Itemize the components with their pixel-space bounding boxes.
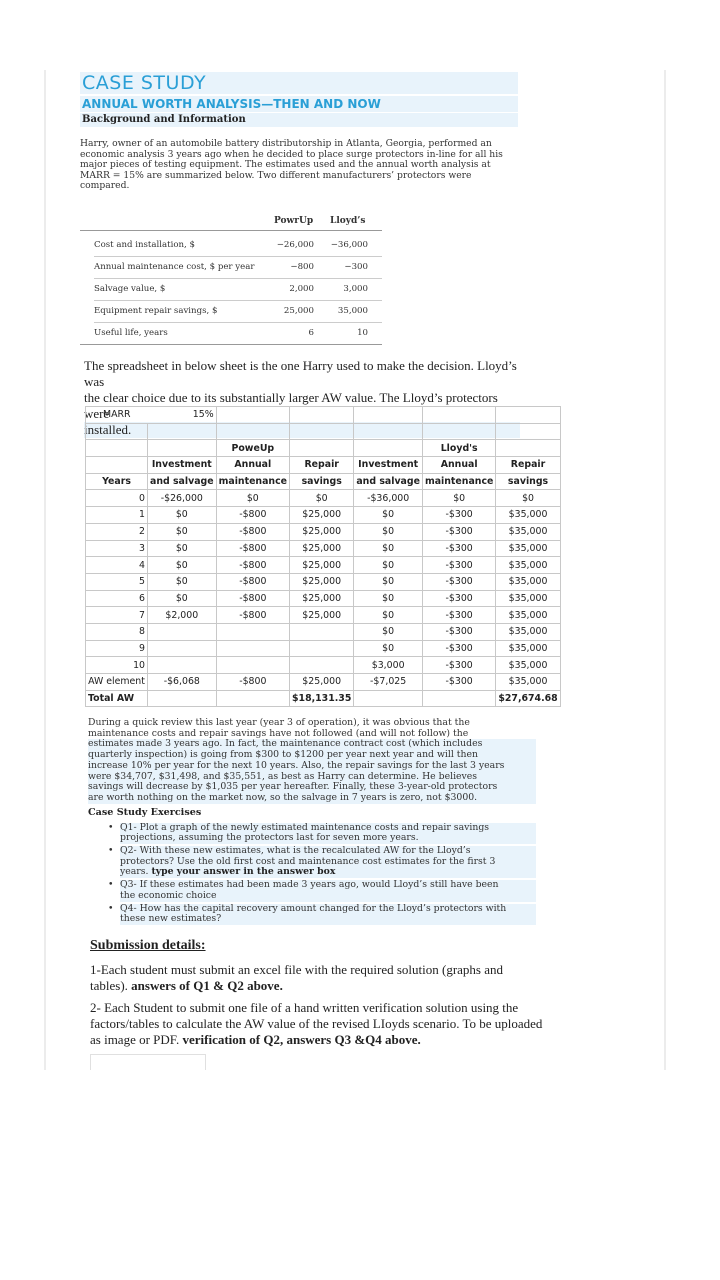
aw-cell: $35,000: [496, 674, 560, 691]
year-cell: 4: [86, 557, 148, 574]
group-header-row: [86, 440, 561, 457]
case-study-header: [80, 72, 518, 192]
estimates-label: Annual maintenance cost, $ per year: [94, 262, 255, 272]
header-row-1: [86, 457, 561, 474]
value-cell: -$800: [216, 507, 289, 524]
group-header-powrup: PoweUp: [216, 440, 289, 457]
value-cell: $3,000: [354, 657, 423, 674]
value-cell: $35,000: [496, 507, 560, 524]
value-cell: $0: [354, 523, 423, 540]
value-cell: -$300: [422, 607, 495, 624]
year-cell: 10: [86, 657, 148, 674]
marr-row: [86, 407, 561, 424]
value-cell: $25,000: [290, 590, 354, 607]
estimates-bottom-rule: [80, 344, 382, 345]
exercise-line: these new estimates?: [120, 914, 536, 925]
submission-line: [90, 1032, 550, 1048]
value-cell: $35,000: [496, 657, 560, 674]
value-cell: $0: [354, 607, 423, 624]
value-cell: $35,000: [496, 590, 560, 607]
year-row: [86, 623, 561, 640]
page-edge-left: [44, 70, 46, 1070]
value-cell: -$800: [216, 607, 289, 624]
year-row: [86, 507, 561, 524]
value-cell: -$300: [422, 557, 495, 574]
value-cell: $0: [354, 573, 423, 590]
estimates-header-powrup: PowrUp: [274, 216, 314, 226]
estimates-powrup-value: 2,000: [289, 284, 314, 294]
value-cell: $25,000: [290, 523, 354, 540]
value-cell: $2,000: [148, 607, 217, 624]
year-row: [86, 523, 561, 540]
value-cell: $0: [290, 490, 354, 507]
year-cell: 8: [86, 623, 148, 640]
header-repair: Repair: [290, 457, 354, 474]
bullet-icon: •: [108, 879, 114, 891]
value-cell: -$300: [422, 540, 495, 557]
estimates-row: [80, 257, 382, 279]
estimates-row: [80, 279, 382, 301]
value-cell: [216, 623, 289, 640]
header-annual: Annual: [422, 457, 495, 474]
value-cell: -$300: [422, 507, 495, 524]
header-investment: Investment: [148, 457, 217, 474]
value-cell: [216, 657, 289, 674]
submission-line: 2- Each Student to submit one file of a hand written verification solution using the: [90, 1000, 519, 1015]
value-cell: $35,000: [496, 573, 560, 590]
review-paragraph: [88, 718, 536, 804]
value-cell: -$300: [422, 623, 495, 640]
exercise-emphasis: type your answer in the answer box: [151, 866, 336, 878]
value-cell: [148, 623, 217, 640]
year-row: [86, 557, 561, 574]
exercises-list: [88, 823, 536, 925]
aw-cell: $25,000: [290, 674, 354, 691]
page-edge-right: [664, 70, 666, 1070]
estimates-row: [80, 235, 382, 257]
year-row: [86, 573, 561, 590]
marr-label: MARR: [86, 407, 148, 424]
value-cell: -$800: [216, 557, 289, 574]
value-cell: [290, 623, 354, 640]
estimates-powrup-value: −800: [290, 262, 314, 272]
total-aw-row: [86, 690, 561, 707]
value-cell: -$300: [422, 590, 495, 607]
review-section: [88, 718, 536, 927]
value-cell: $0: [216, 490, 289, 507]
case-study-subtitle: ANNUAL WORTH ANALYSIS—THEN AND NOW: [80, 96, 518, 112]
aw-cell: -$7,025: [354, 674, 423, 691]
estimates-lloyds-value: 3,000: [343, 284, 368, 294]
submission-line: [90, 978, 550, 994]
estimates-label: Cost and installation, $: [94, 240, 195, 250]
bullet-icon: •: [108, 821, 114, 833]
header-maintenance: maintenance: [422, 473, 495, 490]
header-maintenance: maintenance: [216, 473, 289, 490]
value-cell: $0: [148, 590, 217, 607]
value-cell: -$800: [216, 523, 289, 540]
spreadsheet-intro-line: the clear choice due to its substantially larger AW value. The Lloyd’s protectors were: [84, 390, 498, 421]
header-years: Years: [86, 473, 148, 490]
value-cell: -$300: [422, 657, 495, 674]
value-cell: $0: [148, 540, 217, 557]
total-aw-powrup: $18,131.35: [290, 690, 354, 707]
year-row: [86, 590, 561, 607]
aw-cell: -$300: [422, 674, 495, 691]
value-cell: $0: [148, 507, 217, 524]
submission-text: as image or PDF.: [90, 1032, 183, 1047]
header-savings: savings: [290, 473, 354, 490]
estimates-row: [80, 323, 382, 345]
year-cell: 3: [86, 540, 148, 557]
submission-line: factors/tables to calculate the AW value of the revised LIoyds scenario. To be uploaded: [90, 1016, 543, 1031]
value-cell: $35,000: [496, 523, 560, 540]
year-row: [86, 490, 561, 507]
submission-point-1: [90, 962, 550, 994]
header-row-2: [86, 473, 561, 490]
exercise-line: Q3- If these estimates had been made 3 years ago, would Lloyd’s still have been: [120, 880, 536, 891]
value-cell: $0: [354, 640, 423, 657]
aw-cell: -$800: [216, 674, 289, 691]
value-cell: $25,000: [290, 557, 354, 574]
value-cell: $0: [148, 523, 217, 540]
case-study-title: CASE STUDY: [80, 72, 518, 94]
value-cell: $35,000: [496, 607, 560, 624]
estimates-header-lloyds: Lloyd’s: [330, 216, 366, 226]
value-cell: -$300: [422, 640, 495, 657]
estimates-lloyds-value: 35,000: [337, 306, 368, 316]
value-cell: -$26,000: [148, 490, 217, 507]
exercise-line: [120, 867, 536, 878]
exercise-text: years.: [120, 866, 152, 878]
exercise-line: the economic choice: [120, 891, 536, 902]
aw-element-label: AW element: [86, 674, 148, 691]
total-aw-label: Total AW: [86, 690, 148, 707]
year-cell: 5: [86, 573, 148, 590]
value-cell: [148, 657, 217, 674]
group-header-lloyds: Lloyd's: [422, 440, 495, 457]
header-annual: Annual: [216, 457, 289, 474]
answer-box[interactable]: [90, 1054, 206, 1070]
value-cell: $35,000: [496, 540, 560, 557]
spreadsheet-intro-line: installed.: [84, 422, 520, 438]
review-line: maintenance costs and repair savings have not followed (and will not follow) the: [88, 727, 469, 739]
exercise-item: [88, 846, 536, 878]
value-cell: $0: [354, 557, 423, 574]
value-cell: -$800: [216, 573, 289, 590]
value-cell: $0: [422, 490, 495, 507]
review-line: During a quick review this last year (year 3 of operation), it was obvious that the: [88, 717, 470, 728]
review-line: quarterly inspection) is going from $300 to $1200 per year next year and will then: [88, 750, 536, 761]
value-cell: $0: [354, 507, 423, 524]
estimates-lloyds-value: −300: [344, 262, 368, 272]
value-cell: $25,000: [290, 507, 354, 524]
header-and-salvage: and salvage: [148, 473, 217, 490]
aw-element-row: [86, 674, 561, 691]
value-cell: $0: [496, 490, 560, 507]
exercise-line: Q2- With these new estimates, what is the recalculated AW for the Lloyd’s: [120, 846, 536, 857]
submission-section: [56, 930, 664, 1070]
exercise-item: [88, 823, 536, 844]
estimates-label: Equipment repair savings, $: [94, 306, 218, 316]
total-aw-lloyds: $27,674.68: [496, 690, 560, 707]
aw-cell: -$6,068: [148, 674, 217, 691]
submission-title: Submission details:: [90, 938, 206, 953]
value-cell: $35,000: [496, 640, 560, 657]
bullet-icon: •: [108, 845, 114, 857]
estimates-lloyds-value: −36,000: [330, 240, 368, 250]
year-cell: 6: [86, 590, 148, 607]
header-savings: savings: [496, 473, 560, 490]
aw-spreadsheet: [85, 406, 561, 707]
estimates-powrup-value: 25,000: [283, 306, 314, 316]
value-cell: [290, 640, 354, 657]
year-row: [86, 607, 561, 624]
value-cell: $0: [148, 573, 217, 590]
value-cell: $0: [354, 540, 423, 557]
review-line: were $34,707, $31,498, and $35,551, as best as Harry can determine. He believes: [88, 772, 536, 783]
value-cell: -$36,000: [354, 490, 423, 507]
marr-value: 15%: [148, 407, 217, 424]
submission-line: 1-Each student must submit an excel file with the required solution (graphs and: [90, 962, 504, 977]
year-cell: 1: [86, 507, 148, 524]
submission-text: tables).: [90, 978, 132, 993]
spreadsheet-intro-line: The spreadsheet in below sheet is the one Harry used to make the decision. Lloyd’s was: [84, 358, 517, 389]
review-line: savings will decrease by $1,035 per year hereafter. Finally, these 3-year-old protectors: [88, 782, 536, 793]
value-cell: [290, 657, 354, 674]
exercises-title: Case Study Exercises: [88, 806, 202, 818]
year-cell: 7: [86, 607, 148, 624]
value-cell: $35,000: [496, 623, 560, 640]
value-cell: [216, 640, 289, 657]
submission-emphasis: answers of Q1 & Q2 above.: [131, 978, 283, 993]
year-cell: 2: [86, 523, 148, 540]
background-heading: Background and Information: [80, 113, 518, 127]
estimates-powrup-value: 6: [308, 328, 314, 338]
bullet-icon: •: [108, 902, 114, 914]
estimates-row: [80, 301, 382, 323]
exercise-item: [88, 880, 536, 901]
exercise-item: [88, 904, 536, 925]
value-cell: [148, 640, 217, 657]
exercise-line: projections, assuming the protectors last for seven more years.: [120, 833, 536, 844]
value-cell: -$300: [422, 523, 495, 540]
estimates-powrup-value: −26,000: [276, 240, 314, 250]
year-row: [86, 640, 561, 657]
intro-paragraph: Harry, owner of an automobile battery distributorship in Atlanta, Georgia, performed an economic analysis 3 years ago when he decided to place surge protectors in-line for all his major pieces of testing equipment. The estimates used and the annual worth analysis at MARR = 15% are summarized below. Two different manufacturers’ protectors were compared.: [80, 138, 503, 192]
header-investment: Investment: [354, 457, 423, 474]
value-cell: -$300: [422, 573, 495, 590]
estimates-label: Useful life, years: [94, 328, 168, 338]
value-cell: $35,000: [496, 557, 560, 574]
exercise-line: protectors? Use the old first cost and maintenance cost estimates for the first 3: [120, 857, 536, 868]
exercise-line: Q4- How has the capital recovery amount changed for the Lloyd’s protectors with: [120, 904, 536, 915]
submission-point-2: [90, 1000, 550, 1048]
estimates-lloyds-value: 10: [357, 328, 368, 338]
value-cell: $25,000: [290, 607, 354, 624]
value-cell: -$800: [216, 590, 289, 607]
review-line: are worth nothing on the market now, so the salvage in 7 years is zero, not $3000.: [88, 793, 536, 804]
year-cell: 0: [86, 490, 148, 507]
value-cell: $0: [354, 590, 423, 607]
value-cell: $0: [148, 557, 217, 574]
header-and-salvage: and salvage: [354, 473, 423, 490]
value-cell: $0: [354, 623, 423, 640]
year-cell: 9: [86, 640, 148, 657]
value-cell: $25,000: [290, 573, 354, 590]
exercise-line: Q1- Plot a graph of the newly estimated maintenance costs and repair savings: [120, 823, 536, 834]
value-cell: $25,000: [290, 540, 354, 557]
submission-emphasis: verification of Q2, answers Q3 &Q4 above.: [182, 1032, 421, 1047]
value-cell: -$800: [216, 540, 289, 557]
estimates-label: Salvage value, $: [94, 284, 166, 294]
review-line: increase 10% per year for the next 10 years. Also, the repair savings for the last 3 years: [88, 761, 536, 772]
review-line: estimates made 3 years ago. In fact, the maintenance contract cost (which includes: [88, 739, 536, 750]
estimates-top-rule: [80, 230, 382, 231]
header-repair: Repair: [496, 457, 560, 474]
year-row: [86, 540, 561, 557]
year-row: [86, 657, 561, 674]
